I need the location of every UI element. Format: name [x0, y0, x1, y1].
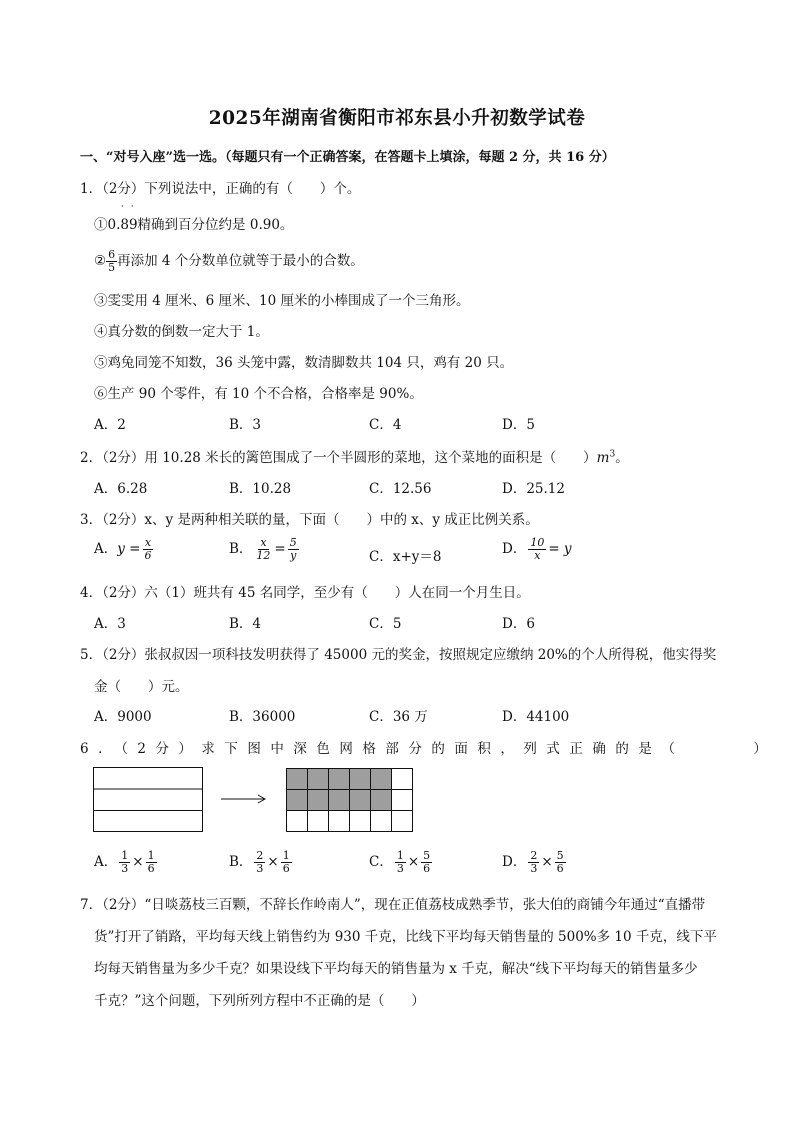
fraction-denominator: 3 [396, 862, 404, 875]
fraction-numerator: x [260, 536, 267, 549]
q6-stem: 6．（2分）求下图中深色网格部分的面积，列式正确的是（ ） [80, 741, 777, 757]
fraction-10-x [528, 537, 546, 562]
option-lhs: y = [117, 541, 141, 557]
fraction-denominator: 6 [556, 862, 564, 875]
q1-statement-2-marker: ② [94, 253, 107, 269]
fraction-numerator: 1 [121, 849, 129, 862]
fraction-numerator: 5 [423, 849, 431, 862]
q7-stem-line-3: 均每天销售量为多少千克？如果设线下平均每天的销售量为 x 千克，解决“线下平均每天的销售量多少 [94, 961, 698, 977]
grid-cell [371, 811, 392, 832]
grid-cell-shaded [329, 769, 350, 790]
q3-option-b[interactable] [229, 537, 301, 562]
fraction-5-6 [555, 850, 566, 875]
times-sign: × [407, 854, 420, 870]
fraction-numerator: 1 [147, 849, 155, 862]
grid-cell [287, 811, 308, 832]
q1-option-d[interactable]: D．5 [502, 417, 535, 433]
q3-option-c[interactable]: C．x+y＝8 [369, 549, 442, 565]
grid-cell-shaded [350, 790, 371, 811]
equals-sign: = [274, 541, 286, 557]
fraction-2-3 [254, 850, 265, 875]
option-label: D． [502, 854, 527, 870]
fraction-denominator: 6 [147, 862, 155, 875]
times-sign: × [541, 854, 553, 870]
grid-cell-shaded [329, 790, 350, 811]
fraction-numerator: 1 [396, 849, 404, 862]
q6-left-figure [93, 767, 205, 833]
fraction-denominator: 3 [530, 862, 538, 875]
fraction-numerator: 6 [108, 248, 116, 261]
q2-unit: m [596, 450, 610, 466]
fraction-5-6 [421, 850, 432, 875]
exam-title: 2025年湖南省衡阳市祁东县小升初数学试卷 [208, 108, 586, 129]
fraction-numerator: 1 [282, 849, 290, 862]
q4-option-c[interactable]: C．5 [369, 616, 402, 632]
fraction-2-3 [528, 850, 539, 875]
q7-stem-line-1: 7．（2分）“日啖荔枝三百颗，不辞长作岭南人”，现在正值荔枝成熟季节，张大伯的商铺今年通过“直播带 [80, 897, 706, 913]
section-heading: 一、“对号入座”选一选。（每题只有一个正确答案，在答题卡上填涂，每题 2 分，共 16 分） [80, 150, 615, 165]
option-label: B． [229, 854, 253, 870]
grid-cell [392, 811, 413, 832]
fraction-denominator: 5 [108, 261, 116, 274]
q2-option-a[interactable]: A．6.28 [94, 481, 148, 497]
option-label: C． [369, 854, 393, 870]
q6-option-d[interactable] [502, 850, 568, 875]
right-arrow-icon [220, 793, 270, 805]
fraction-6-5 [106, 249, 117, 274]
q1-statement-2 [94, 249, 364, 274]
grid-cell-shaded [371, 769, 392, 790]
option-label: D． [502, 541, 527, 557]
fraction-x-12 [254, 537, 272, 562]
q1-statement-2-text: 再添加 4 个分数单位就等于最小的合数。 [117, 253, 364, 269]
q1-statement-5: ⑤鸡兔同笼不知数，36 头笼中露，数清脚数共 104 只，鸡有 20 只。 [94, 355, 514, 371]
q6-option-c[interactable] [369, 850, 434, 875]
q2-stem-end: 。 [615, 450, 629, 466]
q4-stem: 4．（2分）六（1）班共有 45 名同学，至少有（ ）人在同一个月生日。 [80, 585, 530, 601]
option-label: B． [229, 541, 253, 557]
grid-cell [392, 790, 413, 811]
grid-cell-shaded [350, 769, 371, 790]
q4-option-d[interactable]: D．6 [502, 616, 535, 632]
q6-option-a[interactable] [94, 850, 159, 875]
grid-cell-shaded [287, 790, 308, 811]
fraction-denominator: 3 [121, 862, 129, 875]
q1-option-a[interactable]: A．2 [94, 417, 126, 433]
fraction-1-3 [119, 850, 130, 875]
q2-unit-exponent: 3 [609, 449, 616, 460]
option-rhs: = y [548, 541, 572, 557]
grid-cell [329, 811, 350, 832]
fraction-numerator: 5 [289, 536, 297, 549]
q2-option-d[interactable]: D．25.12 [502, 481, 565, 497]
q2-stem [80, 446, 629, 466]
grid-cell [308, 811, 329, 832]
fraction-denominator: x [534, 549, 541, 562]
q1-statement-4: ④真分数的倒数一定大于 1。 [94, 324, 269, 340]
fraction-denominator: 6 [423, 862, 431, 875]
q1-option-c[interactable]: C．4 [369, 417, 402, 433]
fraction-5-y [288, 537, 299, 562]
q3-stem: 3．（2分）x、y 是两种相关联的量，下面（ ）中的 x、y 成正比例关系。 [80, 512, 539, 528]
q2-stem-text: 2．（2分）用 10.28 米长的篱笆围成了一个半圆形的菜地，这个菜地的面积是（ ） [80, 450, 597, 466]
fraction-denominator: 3 [256, 862, 264, 875]
fraction-denominator: y [290, 549, 297, 562]
grid-cell [392, 769, 413, 790]
q1-statement-6: ⑥生产 90 个零件，有 10 个不合格，合格率是 90%。 [94, 386, 423, 402]
fraction-1-6 [146, 850, 157, 875]
fraction-numerator: 2 [530, 849, 538, 862]
q7-stem-line-2: 货”打开了销路，平均每天线上销售约为 930 千克，比线下平均每天销售量的 500%多 10 千克，线下平 [94, 929, 717, 945]
grid-cell-shaded [308, 769, 329, 790]
times-sign: × [132, 854, 144, 870]
fraction-1-3 [395, 850, 406, 875]
q6-option-b[interactable] [229, 850, 294, 875]
fraction-numerator: 5 [556, 849, 564, 862]
q5-option-d[interactable]: D．44100 [502, 709, 570, 725]
repeating-decimal-dots: · · [121, 202, 136, 212]
left-figure-outline [94, 768, 203, 832]
q1-option-b[interactable]: B．3 [229, 417, 262, 433]
fraction-1-6 [281, 850, 292, 875]
q5-option-b[interactable]: B．36000 [229, 709, 296, 725]
grid-cell-shaded [371, 790, 392, 811]
q1-statement-1: ①0.89精确到百分位约是 0.90。 [94, 217, 294, 233]
q7-stem-line-4: 千克？”这个问题，下列所列方程中不正确的是（ ） [94, 993, 425, 1009]
q2-option-c[interactable]: C．12.56 [369, 481, 432, 497]
q1-stem: 1．（2分）下列说法中，正确的有（ ）个。 [80, 181, 361, 197]
q4-option-b[interactable]: B．4 [229, 616, 262, 632]
q6-right-grid-figure [286, 768, 416, 834]
grid-cell [350, 811, 371, 832]
grid-cell-shaded [287, 769, 308, 790]
q2-option-b[interactable]: B．10.28 [229, 481, 292, 497]
q5-stem-line-2: 金（ ）元。 [94, 679, 189, 695]
q1-statement-3: ③雯雯用 4 厘米、6 厘米、10 厘米的小棒围成了一个三角形。 [94, 293, 470, 309]
fraction-denominator: 6 [282, 862, 290, 875]
q3-option-a[interactable] [94, 537, 155, 562]
times-sign: × [267, 854, 279, 870]
fraction-numerator: 10 [530, 536, 545, 549]
fraction-denominator: 12 [256, 549, 271, 562]
fraction-denominator: 6 [144, 549, 152, 562]
fraction-x-6 [142, 537, 153, 562]
q5-option-a[interactable]: A．9000 [94, 709, 152, 725]
fraction-numerator: x [144, 536, 152, 549]
q5-option-c[interactable]: C．36 万 [369, 709, 428, 725]
q3-option-d[interactable] [502, 537, 572, 562]
q4-option-a[interactable]: A．3 [94, 616, 126, 632]
option-label: A． [94, 854, 118, 870]
grid-cell-shaded [308, 790, 329, 811]
q5-stem-line-1: 5．（2分）张叔叔因一项科技发明获得了 45000 元的奖金，按照规定应缴纳 20%的个人所得税，他实得奖 [80, 647, 717, 663]
fraction-numerator: 2 [256, 849, 264, 862]
option-label: A． [94, 541, 118, 557]
